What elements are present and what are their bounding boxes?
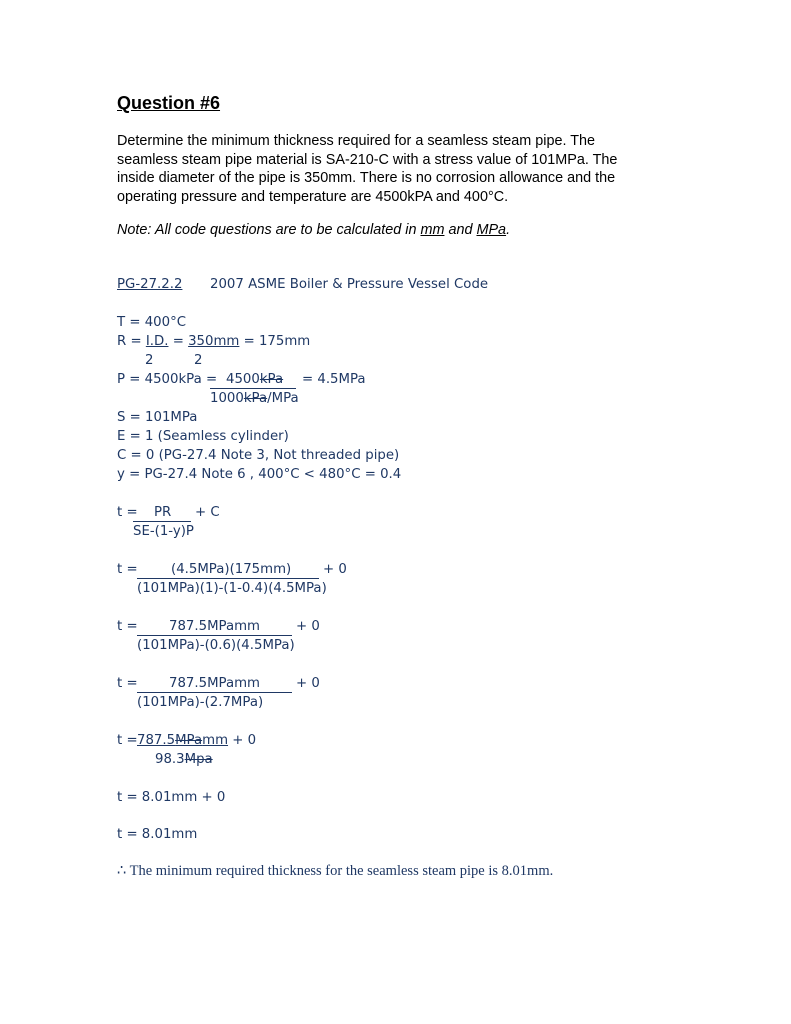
step4-den-value: 98.3 xyxy=(155,752,185,767)
note-unit-mpa: MPa xyxy=(476,222,507,238)
step3-fraction-line xyxy=(137,692,292,693)
step4-num-cancelled-unit: MPa xyxy=(175,733,203,748)
note-prefix: Note: All code questions are to be calculated in xyxy=(117,222,421,238)
formula-denominator: SE-(1-y)P xyxy=(133,524,194,539)
pressure-numerator xyxy=(226,372,283,387)
given-pressure-lhs: P = 4500kPa = xyxy=(117,372,218,387)
question-body-line-1: Determine the minimum thickness required for a seamless steam pipe. The xyxy=(117,133,596,149)
radius-result: = 175mm xyxy=(239,334,311,349)
given-radius xyxy=(117,334,310,349)
pressure-den-rest: /MPa xyxy=(267,391,299,406)
pressure-denominator xyxy=(210,391,299,406)
radius-eq: = xyxy=(168,334,189,349)
formula-numerator: PR xyxy=(154,505,172,520)
units-note xyxy=(117,222,510,238)
given-efficiency: E = 1 (Seamless cylinder) xyxy=(117,429,289,444)
step4-num-unit: mm xyxy=(202,733,229,748)
pressure-num-unit: kPa xyxy=(259,372,284,387)
question-body-line-3: inside diameter of the pipe is 350mm. There is no corrosion allowance and the xyxy=(117,170,616,187)
given-corrosion: C = 0 (PG-27.4 Note 3, Not threaded pipe) xyxy=(117,448,400,463)
pressure-result: = 4.5MPa xyxy=(302,372,366,387)
step1-lhs: t = xyxy=(117,562,138,577)
question-title: Question #6 xyxy=(117,93,221,113)
step4-constant: + 0 xyxy=(228,733,257,748)
radius-id: I.D. xyxy=(145,334,169,349)
pressure-den-unit: kPa xyxy=(243,391,268,406)
given-y-factor: y = PG-27.4 Note 6 , 400°C < 480°C = 0.4 xyxy=(117,467,402,482)
question-body-line-2: seamless steam pipe material is SA-210-C with a stress value of 101MPa. The xyxy=(117,151,618,168)
formula-constant: + C xyxy=(195,505,220,520)
pressure-fraction-line xyxy=(210,388,296,389)
question-body-line-4: operating pressure and temperature are 4500kPA and 400°C. xyxy=(117,189,509,206)
step1-fraction-line xyxy=(137,578,319,579)
step2-fraction-line xyxy=(137,635,292,636)
radius-denominator-2: 2 xyxy=(194,353,203,368)
step1-constant: + 0 xyxy=(323,562,347,577)
conclusion: ∴ The minimum required thickness for the seamless steam pipe is 8.01mm. xyxy=(117,863,554,879)
given-stress: S = 101MPa xyxy=(117,410,198,425)
step4-numerator xyxy=(137,733,256,748)
radius-lhs: R = xyxy=(117,334,146,349)
step2-lhs: t = xyxy=(117,619,138,634)
given-temperature: T = 400°C xyxy=(117,315,187,330)
step6-result: t = 8.01mm xyxy=(117,827,198,842)
formula-lhs: t = xyxy=(117,505,138,520)
pressure-num-value: 4500 xyxy=(226,372,260,387)
radius-denominator-1: 2 xyxy=(145,353,154,368)
step4-den-unit: Mpa xyxy=(184,752,213,767)
step3-denominator: (101MPa)-(2.7MPa) xyxy=(137,695,264,710)
step1-denominator: (101MPa)(1)-(1-0.4)(4.5MPa) xyxy=(137,581,327,596)
pressure-den-value: 1000 xyxy=(210,391,244,406)
step1-numerator: (4.5MPa)(175mm) xyxy=(171,562,292,577)
step2-denominator: (101MPa)-(0.6)(4.5MPa) xyxy=(137,638,295,653)
step4-num-number: 787.5 xyxy=(137,733,176,748)
step2-numerator: 787.5MPamm xyxy=(169,619,261,634)
step3-constant: + 0 xyxy=(296,676,320,691)
step3-lhs: t = xyxy=(117,676,138,691)
step2-constant: + 0 xyxy=(296,619,320,634)
radius-diameter: 350mm xyxy=(188,334,240,349)
note-unit-mm: mm xyxy=(420,222,445,238)
step4-lhs: t = xyxy=(117,733,138,748)
question-body xyxy=(117,132,677,207)
code-source: 2007 ASME Boiler & Pressure Vessel Code xyxy=(210,277,489,292)
step3-numerator: 787.5MPamm xyxy=(169,676,261,691)
step5: t = 8.01mm + 0 xyxy=(117,790,226,805)
step4-num-value xyxy=(137,733,228,748)
note-suffix: . xyxy=(506,222,511,238)
formula-fraction-line xyxy=(133,521,191,522)
step4-denominator xyxy=(155,752,213,767)
code-reference: PG-27.2.2 xyxy=(117,277,183,292)
note-and: and xyxy=(444,222,477,238)
